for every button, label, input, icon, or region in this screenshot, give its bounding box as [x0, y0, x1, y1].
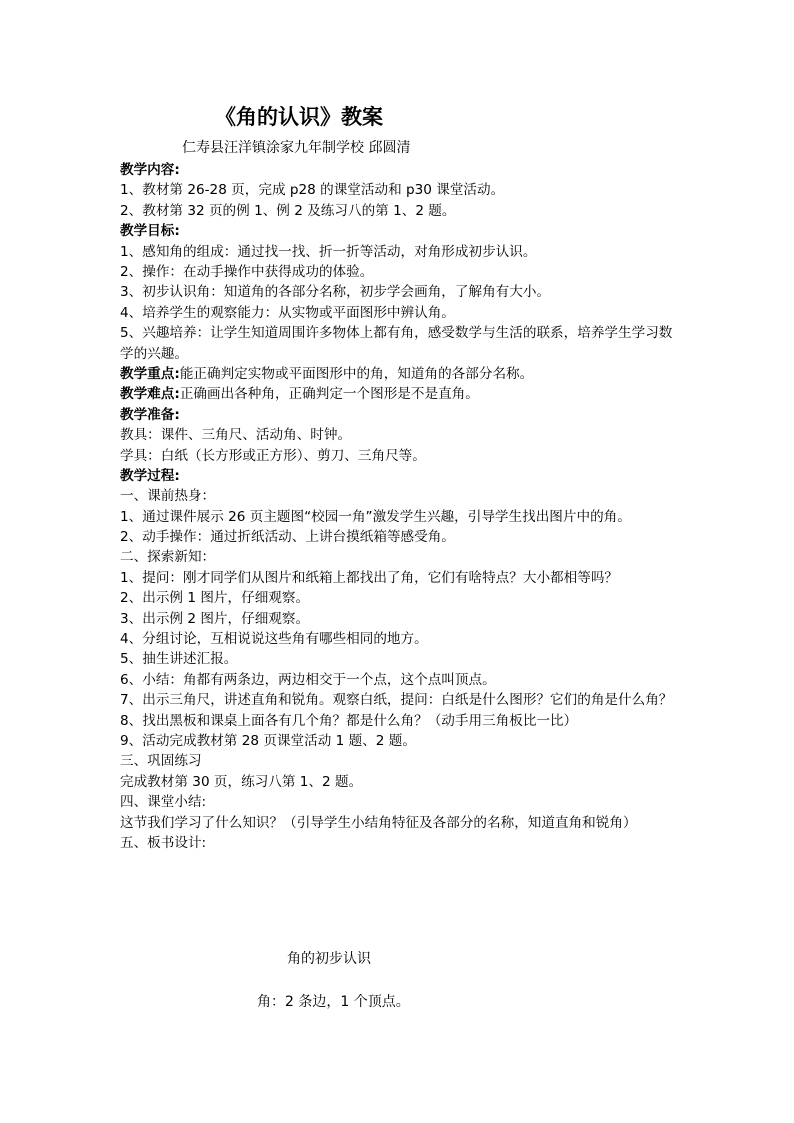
goal-item: 3、初步认识角：知道角的各部分名称，初步学会画角，了解角有大小。	[120, 284, 551, 301]
process-item: 7、出示三角尺，讲述直角和锐角。观察白纸，提问：白纸是什么图形？它们的角是什么角？	[120, 692, 673, 709]
board-title: 角的初步认识	[287, 951, 371, 967]
page-title: 《角的认识》教案	[215, 105, 383, 129]
process-item: 2、出示例 1 图片，仔细观察。	[120, 590, 310, 607]
process-subheading: 一、课前热身：	[120, 488, 216, 505]
prep-item: 教具：课件、三角尺、活动角、时钟。	[120, 427, 352, 444]
process-subheading: 三、巩固练习	[120, 753, 202, 770]
process-item: 这节我们学习了什么知识？（引导学生小结角特征及各部分的名称，知道直角和锐角）	[120, 814, 637, 831]
process-item: 9、活动完成教材第 28 页课堂活动 1 题、2 题。	[120, 733, 416, 750]
board-line: 角：2 条边，1 个顶点。	[257, 994, 410, 1010]
key-point	[120, 364, 676, 384]
key-point-label: 教学重点:	[120, 365, 180, 382]
process-item: 1、提问：刚才同学们从图片和纸箱上都找出了角，它们有啥特点？大小都相等吗？	[120, 569, 619, 586]
process-subheading: 四、课堂小结:	[120, 794, 207, 811]
difficulty-point	[120, 384, 676, 404]
lesson-body	[120, 160, 676, 853]
process-item: 5、抽生讲述汇报。	[120, 651, 238, 668]
section-heading-content: 教学内容:	[120, 162, 180, 178]
process-item: 6、小结：角都有两条边，两边相交于一个点，这个点叫顶点。	[120, 671, 496, 688]
process-item: 完成教材第 30 页，练习八第 1、2 题。	[120, 773, 363, 790]
process-subheading: 二、探索新知：	[120, 549, 216, 566]
goal-item: 4、培养学生的观察能力：从实物或平面图形中辨认角。	[120, 304, 455, 321]
difficulty-label: 教学难点:	[120, 386, 180, 403]
goal-item: 2、操作：在动手操作中获得成功的体验。	[120, 263, 374, 280]
process-item: 4、分组讨论，互相说说这些角有哪些相同的地方。	[120, 631, 428, 648]
content-item: 2、教材第 32 页的例 1、例 2 及练习八的第 1、2 题。	[120, 202, 456, 219]
goal-item: 5、兴趣培养：让学生知道周围许多物体上都有角，感受数学与生活的联系，培养学生学习数学的兴趣。	[120, 325, 673, 362]
key-point-text: 能正确判定实物或平面图形中的角，知道角的各部分名称。	[179, 365, 534, 382]
content-item: 1、教材第 26-28 页，完成 p28 的课堂活动和 p30 课堂活动。	[120, 182, 505, 199]
section-heading-prep: 教学准备:	[120, 406, 180, 423]
process-item: 1、通过课件展示 26 页主题图“校园一角”激发学生兴趣，引导学生找出图片中的角。	[120, 508, 631, 525]
section-heading-goals: 教学目标:	[120, 223, 180, 240]
goal-item: 1、感知角的组成：通过找一找、折一折等活动，对角形成初步认识。	[120, 243, 537, 260]
process-item: 8、找出黑板和课桌上面各有几个角？都是什么角？（动手用三角板比一比）	[120, 712, 578, 729]
process-item: 3、出示例 2 图片，仔细观察。	[120, 610, 310, 627]
difficulty-text: 正确画出各种角，正确判定一个图形是不是直角。	[179, 386, 479, 403]
process-item: 2、动手操作：通过折纸活动、上讲台摸纸箱等感受角。	[120, 529, 455, 546]
process-subheading: 五、板书设计:	[120, 834, 207, 851]
section-heading-process: 教学过程:	[120, 467, 180, 484]
prep-item: 学具：白纸（长方形或正方形）、剪刀、三角尺等。	[120, 447, 426, 464]
author-line: 仁寿县汪洋镇涂家九年制学校 邱圆清	[182, 140, 411, 156]
